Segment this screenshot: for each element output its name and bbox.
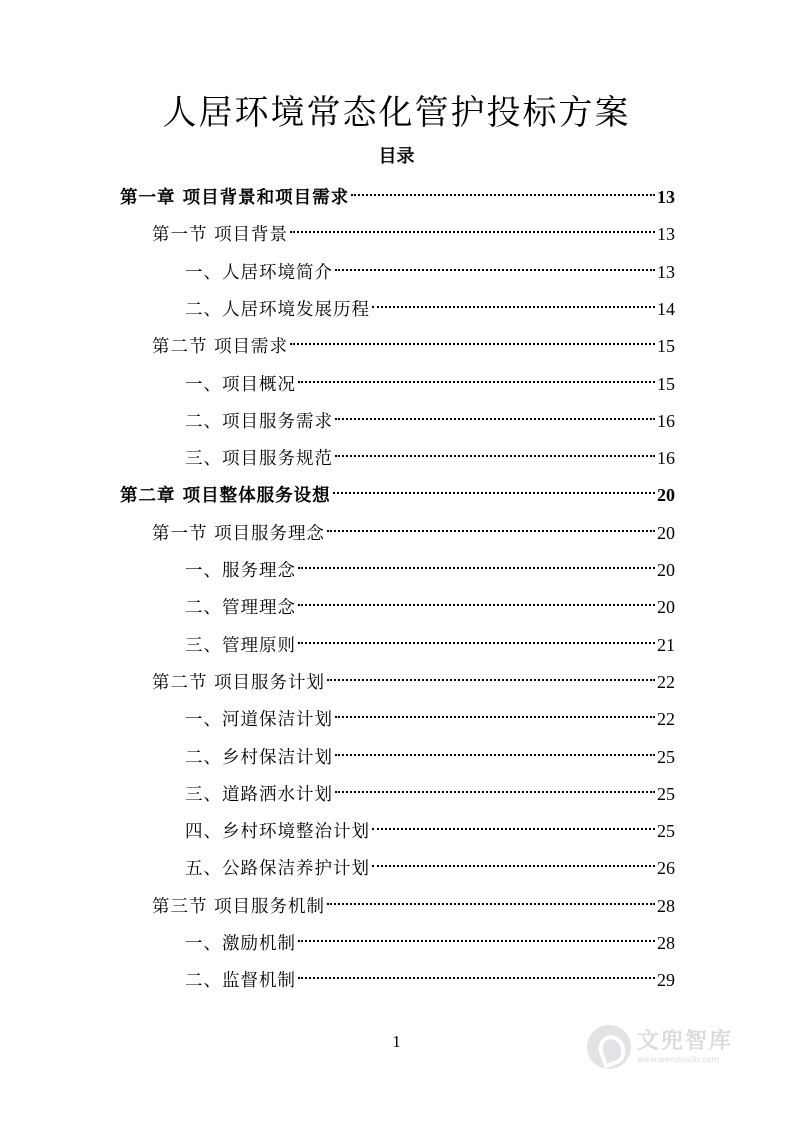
watermark-url: www.wendoulib.com <box>637 1054 720 1064</box>
toc-entry-page: 20 <box>657 597 675 618</box>
toc-dot-leader <box>298 381 655 383</box>
toc-entry-page: 29 <box>657 970 675 991</box>
toc-dot-leader <box>298 977 655 979</box>
toc-entry[interactable] <box>185 440 675 477</box>
toc-entry-title: 第二节 项目服务计划 <box>152 672 326 693</box>
toc-dot-leader <box>327 903 655 905</box>
toc-dot-leader <box>335 418 655 420</box>
toc-entry-title: 一、激励机制 <box>185 934 296 954</box>
toc-entry[interactable] <box>152 664 675 701</box>
toc-entry-title: 第一章 项目背景和项目需求 <box>120 188 350 208</box>
toc-entry-page: 14 <box>657 298 675 319</box>
toc-entry[interactable] <box>152 216 675 253</box>
toc-entry-page: 13 <box>657 187 675 207</box>
toc-entry[interactable] <box>185 962 675 999</box>
toc-entry[interactable] <box>185 925 675 962</box>
toc-entry-page: 25 <box>657 821 675 842</box>
toc-dot-leader <box>372 828 655 830</box>
toc-entry-title: 四、乡村环境整治计划 <box>185 822 370 843</box>
toc-dot-leader <box>298 940 655 942</box>
toc-entry-title: 二、人居环境发展历程 <box>185 299 370 320</box>
toc-entry-page: 20 <box>657 560 675 580</box>
toc-entry[interactable] <box>185 552 675 589</box>
toc-entry[interactable] <box>185 589 675 626</box>
toc-entry[interactable] <box>185 254 675 291</box>
toc-entry-page: 28 <box>657 895 675 916</box>
toc-entry-title: 一、项目概况 <box>185 374 296 395</box>
toc-dot-leader <box>335 791 655 793</box>
toc-entry-title: 三、道路洒水计划 <box>185 784 333 805</box>
toc-dot-leader <box>327 679 655 681</box>
toc-entry-title: 三、项目服务规范 <box>185 449 333 470</box>
toc-entry[interactable] <box>185 627 675 664</box>
toc-entry-title: 第二节 项目需求 <box>152 337 289 358</box>
document-title: 人居环境常态化管护投标方案 <box>162 93 631 133</box>
toc-entry-title: 第一节 项目服务理念 <box>152 523 326 544</box>
toc-entry-page: 15 <box>657 336 675 357</box>
toc-entry-page: 15 <box>657 373 675 394</box>
toc-entry-title: 第三节 项目服务机制 <box>152 896 326 917</box>
toc-entry-title: 第二章 项目整体服务设想 <box>120 486 331 507</box>
toc-entry[interactable] <box>152 515 675 552</box>
toc-entry-page: 22 <box>657 671 675 692</box>
watermark <box>587 1020 777 1074</box>
toc-entry-page: 16 <box>657 410 675 431</box>
toc-entry-title: 二、项目服务需求 <box>185 411 333 432</box>
toc-entry-title: 一、人居环境简介 <box>185 262 333 283</box>
toc-dot-leader <box>335 716 655 718</box>
toc-entry[interactable] <box>152 328 675 365</box>
toc-entry-page: 13 <box>657 261 675 282</box>
toc-dot-leader <box>290 231 655 233</box>
toc-entry[interactable] <box>120 179 675 216</box>
toc-entry-page: 26 <box>657 858 675 879</box>
toc-entry-page: 13 <box>657 224 675 245</box>
toc-dot-leader <box>327 530 655 532</box>
toc-entry-page: 28 <box>657 933 675 953</box>
toc-entry-title: 第一节 项目背景 <box>152 225 289 246</box>
toc-entry-page: 20 <box>657 522 675 543</box>
toc-dot-leader <box>372 306 655 308</box>
toc-entry[interactable] <box>185 291 675 328</box>
toc-dot-leader <box>333 492 655 494</box>
toc-dot-leader <box>335 754 655 756</box>
toc-entry-page: 16 <box>657 448 675 469</box>
toc-entry[interactable] <box>185 739 675 776</box>
toc-entry[interactable] <box>185 850 675 887</box>
toc-dot-leader <box>298 642 655 644</box>
toc-dot-leader <box>298 604 655 606</box>
toc-dot-leader <box>298 567 655 569</box>
toc-entry-title: 二、监督机制 <box>185 971 296 992</box>
toc-entry-title: 五、公路保洁养护计划 <box>185 859 370 880</box>
page-number: 1 <box>392 1032 401 1051</box>
toc-heading: 目录 <box>378 146 415 167</box>
toc-entry[interactable] <box>185 366 675 403</box>
toc-entry-page: 25 <box>657 746 675 767</box>
toc-entry-title: 一、河道保洁计划 <box>185 710 333 731</box>
toc-dot-leader <box>335 455 655 457</box>
toc-entry[interactable] <box>152 888 675 925</box>
toc-dot-leader <box>335 269 655 271</box>
toc-entry[interactable] <box>185 776 675 813</box>
toc-entry[interactable] <box>185 813 675 850</box>
toc-entry-title: 二、管理理念 <box>185 598 296 619</box>
toc-dot-leader <box>351 194 655 196</box>
toc-entry-page: 20 <box>657 485 675 506</box>
toc-entry-page: 22 <box>657 709 675 730</box>
toc-entry[interactable] <box>185 701 675 738</box>
toc-entry-page: 25 <box>657 783 675 804</box>
wendou-logo-icon <box>587 1025 631 1069</box>
toc-entry-title: 二、乡村保洁计划 <box>185 747 333 768</box>
toc-dot-leader <box>290 343 655 345</box>
toc-entry-title: 一、服务理念 <box>185 561 296 581</box>
toc-entry-page: 21 <box>657 634 675 655</box>
toc-dot-leader <box>372 865 655 867</box>
toc-entry[interactable] <box>120 477 675 514</box>
toc-entry[interactable] <box>185 403 675 440</box>
toc-entry-title: 三、管理原则 <box>185 635 296 656</box>
watermark-text: 文兜智库 <box>637 1028 734 1054</box>
